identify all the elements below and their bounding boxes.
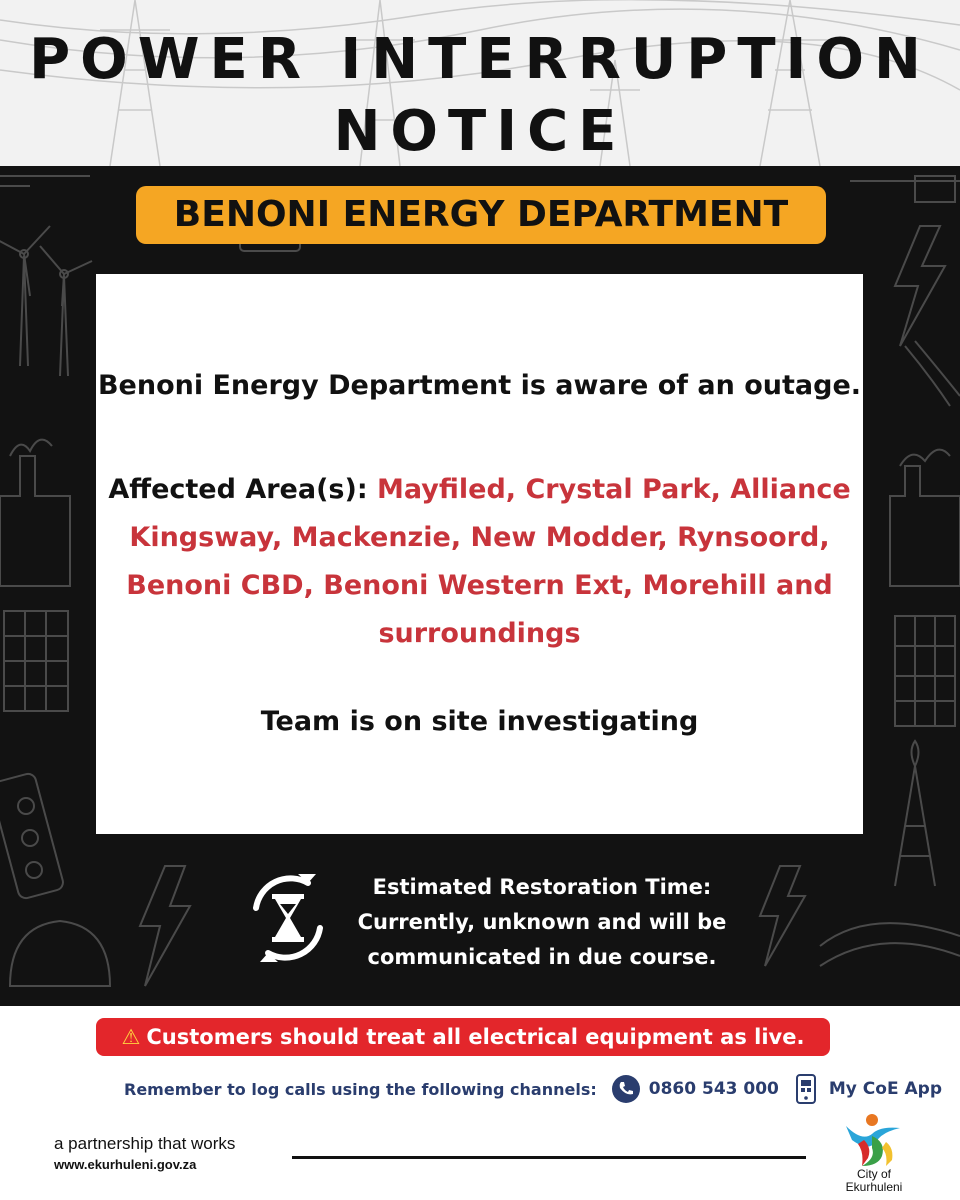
safety-warning xyxy=(96,1018,830,1056)
contact-channels xyxy=(124,1072,942,1106)
hourglass-refresh-icon xyxy=(238,868,338,968)
restoration-line-2: Currently, unknown and will be xyxy=(357,910,727,934)
logo-text-line-2: Ekurhuleni xyxy=(845,1180,903,1194)
channels-prompt: Remember to log calls using the following channels: xyxy=(124,1079,597,1099)
restoration-line-3: communicated in due course. xyxy=(367,945,717,969)
affected-areas-label: Affected Area(s): xyxy=(108,474,378,505)
restoration-line-1: Estimated Restoration Time: xyxy=(372,875,712,899)
app-name[interactable]: My CoE App xyxy=(828,1079,942,1099)
safety-warning-text: Customers should treat all electrical equipment as live. xyxy=(146,1025,805,1049)
affected-areas-list: Mayfiled, Crystal Park, Alliance Kingsway, Mackenzie, New Modder, Rynsoord, Benoni CBD, Benoni Western Ext, Morehill and surroundings xyxy=(126,474,851,649)
warning-triangle-icon: ⚠ xyxy=(121,1025,141,1049)
affected-areas xyxy=(106,466,853,658)
footer-divider xyxy=(292,1156,806,1159)
logo-text-line-1: City of xyxy=(856,1167,891,1181)
mobile-app-icon xyxy=(795,1074,817,1104)
team-status: Team is on site investigating xyxy=(260,706,699,737)
outage-statement: Benoni Energy Department is aware of an outage. xyxy=(97,370,862,401)
city-of-ekurhuleni-logo-text xyxy=(824,1168,924,1194)
restoration-time xyxy=(352,870,732,975)
department-banner: BENONI ENERGY DEPARTMENT xyxy=(136,186,826,244)
footer-tagline: a partnership that works xyxy=(54,1134,236,1153)
notice-box xyxy=(96,274,863,834)
title-line-2: NOTICE xyxy=(333,99,627,164)
phone-icon xyxy=(611,1074,641,1104)
header xyxy=(0,0,960,166)
title-line-1: POWER INTERRUPTION xyxy=(29,27,931,92)
city-of-ekurhuleni-logo-icon xyxy=(842,1112,906,1168)
phone-number[interactable]: 0860 543 000 xyxy=(648,1079,779,1099)
footer-url[interactable]: www.ekurhuleni.gov.za xyxy=(54,1157,197,1172)
